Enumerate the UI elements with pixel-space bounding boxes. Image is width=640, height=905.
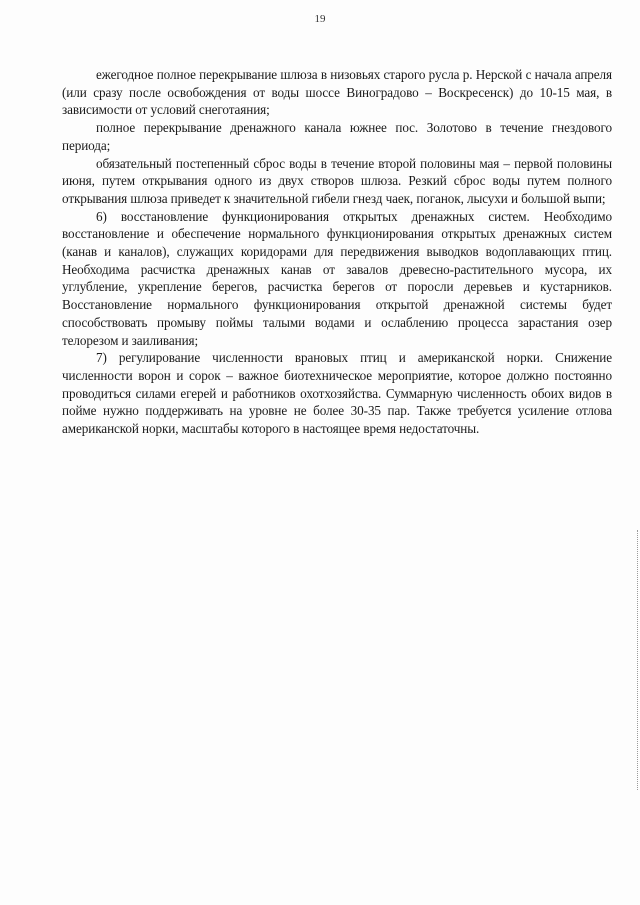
body-text: [62, 66, 612, 438]
scan-edge-mark: [635, 530, 638, 790]
page-number: 19: [314, 13, 326, 25]
paragraph-predator-control: 7) регулирование численности врановых птиц и американской норки. Снижение численности ворон и сорок – важное биотехническое мероприятие, которое должно постоянно проводиться силами егерей и работников охотхозяйства. Суммарную численность обоих видов в пойме нужно поддерживать на уровне не более 30-35 пар. Также требуется усиление отлова американской норки, масштабы которого в настоящее время недостаточны.: [62, 350, 612, 437]
paragraph-canal-closure: полное перекрывание дренажного канала южнее пос. Золотово в течение гнездового периода;: [62, 120, 612, 153]
paragraph-water-discharge: обязательный постепенный сброс воды в течение второй половины мая – первой половины июня, путем открывания одного из двух створов шлюза. Резкий сброс воды путем полного открывания шлюза приведет к значительной гибели гнезд чаек, поганок, лысухи и большой выпи;: [62, 155, 612, 206]
paragraph-sluice-closure: ежегодное полное перекрывание шлюза в низовьях старого русла р. Нерской с начала апреля (или сразу после освобождения от воды шоссе Виноградово – Воскресенск) до 10-15 мая, в зависимости от условий снеготаяния;: [62, 67, 612, 118]
paragraph-drainage-restoration: 6) восстановление функционирования открытых дренажных систем. Необходимо восстановление и обеспечение нормального функционирования открытых дренажных систем (канав и каналов), служащих коридорами для передвижения выводков водоплавающих птиц. Необходима расчистка дренажных канав от завалов древесно-растительного мусора, их углубление, укрепление берегов, расчистка берегов от поросли деревьев и кустарников. Восстановление нормального функционирования открытой дренажной системы будет способствовать промыву поймы талыми водами и ослаблению процесса зарастания озер телорезом и заиливания;: [62, 208, 612, 348]
